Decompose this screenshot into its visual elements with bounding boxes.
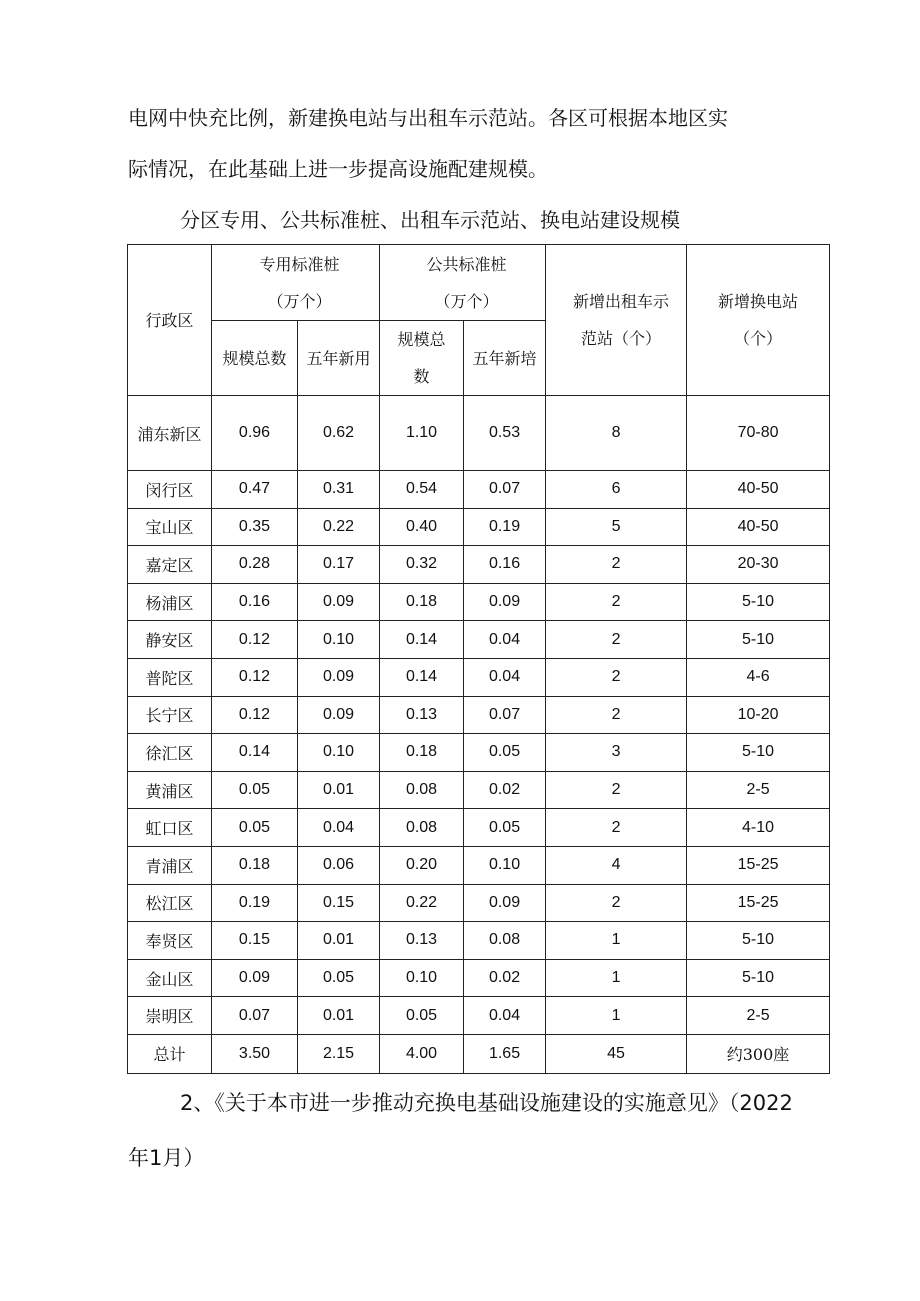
header-public-new: 五年新培 <box>464 321 546 396</box>
taxi-cell: 2 <box>546 771 687 809</box>
table-row <box>128 922 830 960</box>
table-row <box>128 583 830 621</box>
public-total-cell: 0.22 <box>380 884 464 922</box>
header-district: 行政区 <box>128 245 212 396</box>
table-row <box>128 471 830 509</box>
public-total-cell: 0.10 <box>380 959 464 997</box>
district-cell: 徐汇区 <box>128 734 212 772</box>
swap-cell: 5-10 <box>687 621 830 659</box>
public-total-cell: 0.05 <box>380 997 464 1035</box>
private-total-cell: 0.16 <box>212 583 298 621</box>
taxi-cell: 2 <box>546 884 687 922</box>
table-row <box>128 508 830 546</box>
taxi-cell: 2 <box>546 621 687 659</box>
district-cell: 长宁区 <box>128 696 212 734</box>
private-total-cell: 0.96 <box>212 396 298 471</box>
district-cell: 青浦区 <box>128 846 212 884</box>
swap-cell: 40-50 <box>687 471 830 509</box>
swap-cell: 70-80 <box>687 396 830 471</box>
table-row <box>128 959 830 997</box>
private-total-cell: 0.12 <box>212 696 298 734</box>
district-cell: 虹口区 <box>128 809 212 847</box>
public-new-cell: 0.05 <box>464 734 546 772</box>
private-total-cell: 0.12 <box>212 621 298 659</box>
public-new-cell: 0.05 <box>464 809 546 847</box>
taxi-cell: 1 <box>546 922 687 960</box>
swap-cell: 10-20 <box>687 696 830 734</box>
header-public-piles: 公共标准桩（万个） <box>380 245 546 321</box>
private-total-cell: 0.18 <box>212 846 298 884</box>
public-total-cell: 0.18 <box>380 734 464 772</box>
swap-cell: 2-5 <box>687 997 830 1035</box>
table-row <box>128 658 830 696</box>
private-total-cell: 0.15 <box>212 922 298 960</box>
taxi-cell: 2 <box>546 696 687 734</box>
public-new-cell: 0.04 <box>464 658 546 696</box>
header-private-piles: 专用标准桩（万个） <box>212 245 380 321</box>
public-total-cell: 0.14 <box>380 621 464 659</box>
taxi-cell: 2 <box>546 658 687 696</box>
private-total-cell: 0.47 <box>212 471 298 509</box>
private-new-cell: 0.09 <box>298 696 380 734</box>
private-new-cell: 0.31 <box>298 471 380 509</box>
district-cell: 奉贤区 <box>128 922 212 960</box>
table-row <box>128 396 830 471</box>
taxi-cell: 45 <box>546 1034 687 1073</box>
swap-cell: 4-6 <box>687 658 830 696</box>
public-total-cell: 0.20 <box>380 846 464 884</box>
private-new-cell: 0.06 <box>298 846 380 884</box>
public-total-cell: 0.40 <box>380 508 464 546</box>
public-new-cell: 0.09 <box>464 583 546 621</box>
public-new-cell: 0.10 <box>464 846 546 884</box>
district-cell: 金山区 <box>128 959 212 997</box>
table-row <box>128 997 830 1035</box>
taxi-cell: 1 <box>546 959 687 997</box>
district-cell: 普陀区 <box>128 658 212 696</box>
private-new-cell: 0.09 <box>298 583 380 621</box>
private-new-cell: 0.01 <box>298 771 380 809</box>
table-row <box>128 809 830 847</box>
table-row <box>128 696 830 734</box>
swap-cell: 5-10 <box>687 959 830 997</box>
private-total-cell: 0.05 <box>212 809 298 847</box>
taxi-cell: 8 <box>546 396 687 471</box>
table-row <box>128 546 830 584</box>
taxi-cell: 5 <box>546 508 687 546</box>
private-total-cell: 0.12 <box>212 658 298 696</box>
header-public-total: 规模总数 <box>380 321 464 396</box>
public-total-cell: 0.54 <box>380 471 464 509</box>
private-total-cell: 3.50 <box>212 1034 298 1073</box>
private-total-cell: 0.07 <box>212 997 298 1035</box>
swap-cell: 4-10 <box>687 809 830 847</box>
swap-cell: 15-25 <box>687 846 830 884</box>
intro-line-2: 际情况，在此基础上进一步提高设施配建规模。 <box>128 157 548 181</box>
public-total-cell: 1.10 <box>380 396 464 471</box>
district-cell: 浦东新区 <box>128 396 212 471</box>
private-new-cell: 0.05 <box>298 959 380 997</box>
district-cell: 松江区 <box>128 884 212 922</box>
private-new-cell: 0.01 <box>298 922 380 960</box>
public-total-cell: 0.32 <box>380 546 464 584</box>
table-row <box>128 846 830 884</box>
public-new-cell: 0.08 <box>464 922 546 960</box>
public-total-cell: 4.00 <box>380 1034 464 1073</box>
table-row-total <box>128 1034 830 1073</box>
district-cell: 总计 <box>128 1034 212 1073</box>
taxi-cell: 1 <box>546 997 687 1035</box>
table-row <box>128 771 830 809</box>
header-private-new: 五年新用 <box>298 321 380 396</box>
public-new-cell: 0.16 <box>464 546 546 584</box>
private-new-cell: 0.22 <box>298 508 380 546</box>
taxi-cell: 3 <box>546 734 687 772</box>
district-cell: 宝山区 <box>128 508 212 546</box>
district-cell: 静安区 <box>128 621 212 659</box>
public-new-cell: 0.09 <box>464 884 546 922</box>
district-cell: 杨浦区 <box>128 583 212 621</box>
public-new-cell: 0.04 <box>464 621 546 659</box>
table-body <box>128 396 830 1074</box>
swap-cell: 5-10 <box>687 583 830 621</box>
private-new-cell: 0.10 <box>298 621 380 659</box>
district-cell: 崇明区 <box>128 997 212 1035</box>
swap-cell: 5-10 <box>687 734 830 772</box>
public-total-cell: 0.13 <box>380 922 464 960</box>
public-total-cell: 0.18 <box>380 583 464 621</box>
public-new-cell: 0.02 <box>464 771 546 809</box>
public-new-cell: 0.19 <box>464 508 546 546</box>
table-row <box>128 621 830 659</box>
swap-cell: 20-30 <box>687 546 830 584</box>
header-taxi-stations: 新增出租车示范站（个） <box>546 245 687 396</box>
private-new-cell: 2.15 <box>298 1034 380 1073</box>
public-total-cell: 0.08 <box>380 809 464 847</box>
private-total-cell: 0.35 <box>212 508 298 546</box>
taxi-cell: 2 <box>546 809 687 847</box>
private-new-cell: 0.15 <box>298 884 380 922</box>
taxi-cell: 2 <box>546 546 687 584</box>
table-row <box>128 884 830 922</box>
section-heading-line-2: 年1月） <box>128 1146 205 1170</box>
construction-scale-table <box>127 244 830 1074</box>
private-new-cell: 0.04 <box>298 809 380 847</box>
swap-cell: 约300座 <box>687 1034 830 1073</box>
public-new-cell: 0.53 <box>464 396 546 471</box>
table-caption: 分区专用、公共标准桩、出租车示范站、换电站建设规模 <box>180 208 680 232</box>
public-new-cell: 1.65 <box>464 1034 546 1073</box>
private-total-cell: 0.19 <box>212 884 298 922</box>
swap-cell: 15-25 <box>687 884 830 922</box>
swap-cell: 2-5 <box>687 771 830 809</box>
swap-cell: 5-10 <box>687 922 830 960</box>
header-swap-stations: 新增换电站（个） <box>687 245 830 396</box>
table-row <box>128 734 830 772</box>
district-cell: 闵行区 <box>128 471 212 509</box>
private-new-cell: 0.09 <box>298 658 380 696</box>
district-cell: 嘉定区 <box>128 546 212 584</box>
taxi-cell: 4 <box>546 846 687 884</box>
taxi-cell: 2 <box>546 583 687 621</box>
header-private-total: 规模总数 <box>212 321 298 396</box>
private-new-cell: 0.62 <box>298 396 380 471</box>
taxi-cell: 6 <box>546 471 687 509</box>
intro-line-1: 电网中快充比例，新建换电站与出租车示范站。各区可根据本地区实 <box>128 106 728 130</box>
public-total-cell: 0.14 <box>380 658 464 696</box>
private-total-cell: 0.28 <box>212 546 298 584</box>
private-total-cell: 0.05 <box>212 771 298 809</box>
public-total-cell: 0.08 <box>380 771 464 809</box>
district-cell: 黄浦区 <box>128 771 212 809</box>
private-new-cell: 0.10 <box>298 734 380 772</box>
private-new-cell: 0.01 <box>298 997 380 1035</box>
public-new-cell: 0.07 <box>464 471 546 509</box>
public-new-cell: 0.04 <box>464 997 546 1035</box>
public-new-cell: 0.07 <box>464 696 546 734</box>
public-total-cell: 0.13 <box>380 696 464 734</box>
private-total-cell: 0.09 <box>212 959 298 997</box>
public-new-cell: 0.02 <box>464 959 546 997</box>
section-heading-line-1: 2、《关于本市进一步推动充换电基础设施建设的实施意见》（2022 <box>180 1091 793 1115</box>
private-new-cell: 0.17 <box>298 546 380 584</box>
private-total-cell: 0.14 <box>212 734 298 772</box>
swap-cell: 40-50 <box>687 508 830 546</box>
